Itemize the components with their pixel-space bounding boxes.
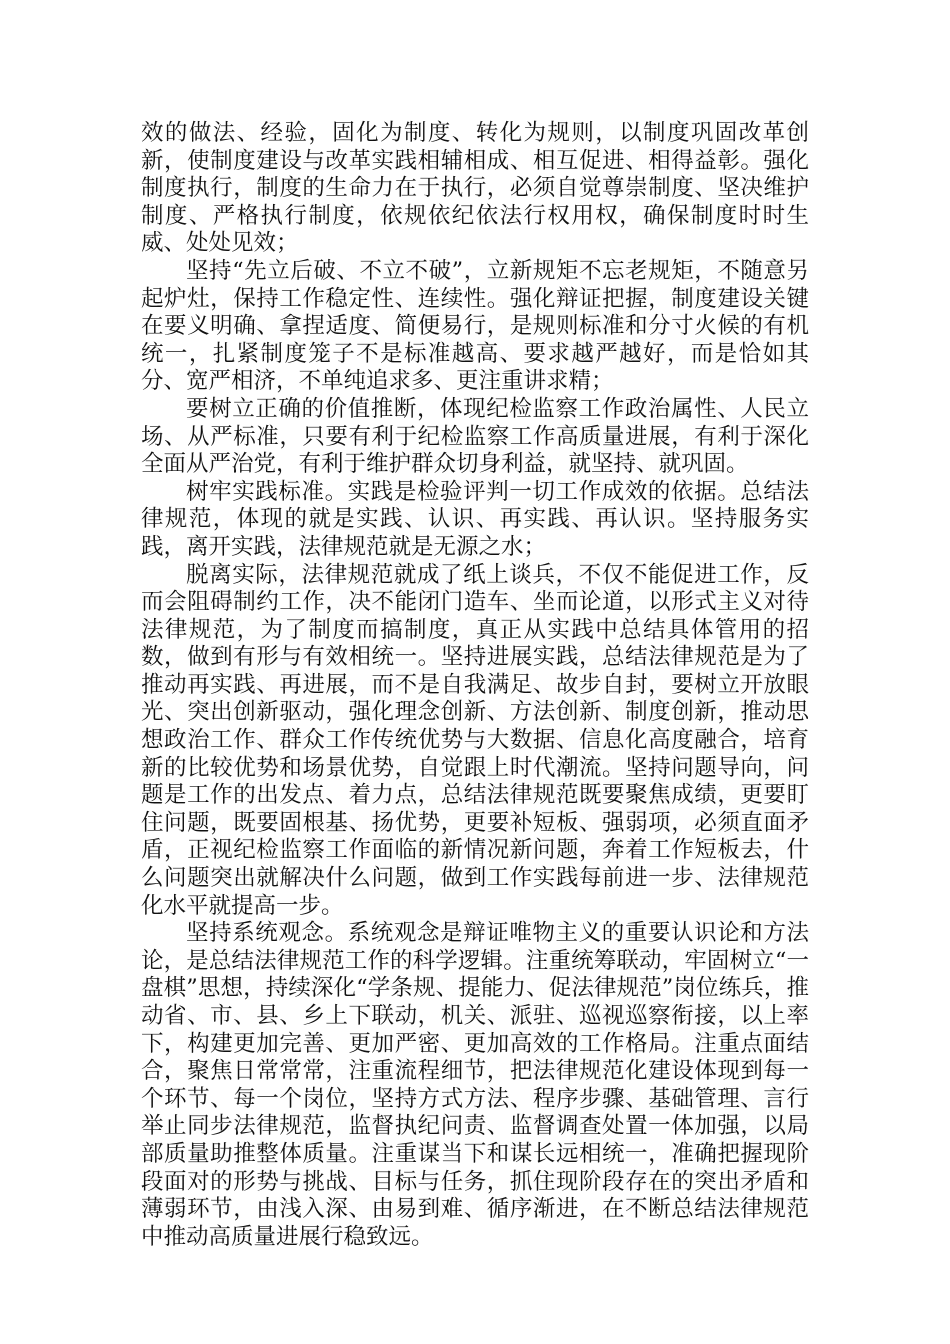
paragraph-6: 坚持系统观念。系统观念是辩证唯物主义的重要认识论和方法论，是总结法律规范工作的科学逻辑。注重统筹联动，牢固树立“一盘棋”思想，持续深化“学条规、提能力、促法律规范”岗位练兵，推动省、市、县、乡上下联动，机关、派驻、巡视巡察衔接，以上率下，构建更加完善、更加严密、更加高效的工作格局。注重点面结合，聚焦日常常常，注重流程细节，把法律规范化建设体现到每一个环节、每一个岗位，坚持方式方法、程序步骤、基础管理、言行举止同步法律规范，监督执纪问责、监督调查处置一体加强，以局部质量助推整体质量。注重谋当下和谋长远相统一，准确把握现阶段面对的形势与挑战、目标与任务，抓住现阶段存在的突出矛盾和薄弱环节，由浅入深、由易到难、循序渐进，在不断总结法律规范中推动高质量进展行稳致远。 — [141, 920, 809, 1250]
paragraph-1: 效的做法、经验，固化为制度、转化为规则，以制度巩固改革创新，使制度建设与改革实践相辅相成、相互促进、相得益彰。强化制度执行，制度的生命力在于执行，必须自觉尊崇制度、坚决维护制度、严格执行制度，依规依纪依法行权用权，确保制度时时生威、处处见效； — [141, 120, 809, 257]
paragraph-2: 坚持“先立后破、不立不破”，立新规矩不忘老规矩，不随意另起炉灶，保持工作稳定性、连续性。强化辩证把握，制度建设关键在要义明确、拿捏适度、简便易行，是规则标准和分寸火候的有机统一，扎紧制度笼子不是标准越高、要求越严越好，而是恰如其分、宽严相济，不单纯追求多、更注重讲求精； — [141, 257, 809, 395]
paragraph-4: 树牢实践标准。实践是检验评判一切工作成效的依据。总结法律规范，体现的就是实践、认识、再实践、再认识。坚持服务实践，离开实践，法律规范就是无源之水； — [141, 478, 809, 560]
paragraph-5: 脱离实际，法律规范就成了纸上谈兵，不仅不能促进工作，反而会阻碍制约工作，决不能闭门造车、坐而论道，以形式主义对待法律规范，为了制度而搞制度，真正从实践中总结具体管用的招数，做到有形与有效相统一。坚持进展实践，总结法律规范是为了推动再实践、再进展，而不是自我满足、故步自封，要树立开放眼光、突出创新驱动，强化理念创新、方法创新、制度创新，推动思想政治工作、群众工作传统优势与大数据、信息化高度融合，培育新的比较优势和场景优势，自觉跟上时代潮流。坚持问题导向，问题是工作的出发点、着力点，总结法律规范既要聚焦成绩，更要盯住问题，既要固根基、扬优势，更要补短板、强弱项，必须直面矛盾，正视纪检监察工作面临的新情况新问题，奔着工作短板去，什么问题突出就解决什么问题，做到工作实践每前进一步、法律规范化水平就提高一步。 — [141, 561, 809, 919]
paragraph-3: 要树立正确的价值推断，体现纪检监察工作政治属性、人民立场、从严标准，只要有利于纪检监察工作高质量进展，有利于深化全面从严治党，有利于维护群众切身利益，就坚持、就巩固。 — [141, 395, 809, 478]
document-page — [141, 120, 809, 1251]
